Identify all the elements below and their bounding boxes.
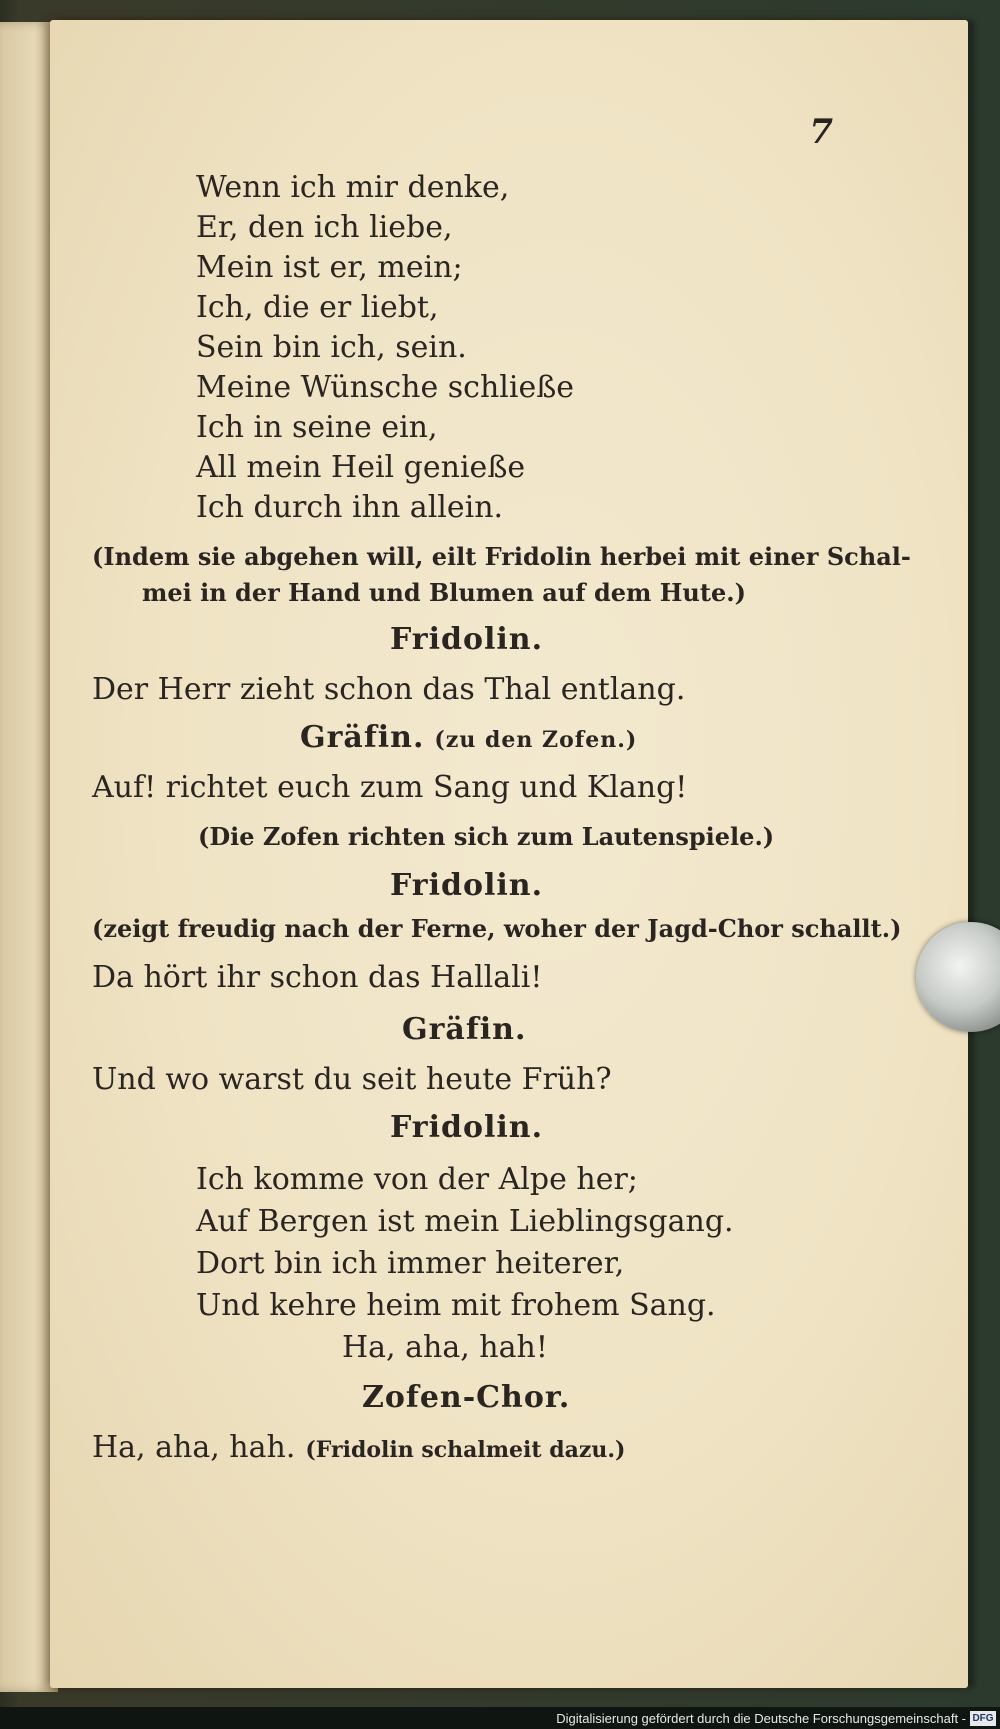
- verse-line: Ich komme von der Alpe her;: [196, 1162, 638, 1197]
- verse-line: Und kehre heim mit frohem Sang.: [196, 1288, 716, 1323]
- book-page: [50, 20, 968, 1688]
- stage-direction: mei in der Hand und Blumen auf dem Hute.): [142, 578, 746, 607]
- dialog-line: Da hört ihr schon das Hallali!: [92, 960, 543, 995]
- speaker-note: (zu den Zofen.): [434, 727, 638, 753]
- verse-line: Ha, aha, hah!: [342, 1330, 548, 1365]
- dialog-line: Auf! richtet euch zum Sang und Klang!: [92, 770, 688, 805]
- speaker-name: [300, 720, 637, 755]
- speaker-name: Fridolin.: [390, 1110, 544, 1145]
- stage-direction: (zeigt freudig nach der Ferne, woher der Jagd-Chor schallt.): [92, 914, 902, 943]
- dialog-text: Ha, aha, hah.: [92, 1430, 296, 1465]
- verse-line: Er, den ich liebe,: [196, 210, 453, 245]
- speaker-name: Zofen-Chor.: [362, 1380, 571, 1415]
- verse-line: All mein Heil genieße: [196, 450, 526, 485]
- verse-line: Wenn ich mir denke,: [196, 170, 510, 205]
- dfg-logo: DFG: [970, 1711, 996, 1726]
- funding-credit: Digitalisierung gefördert durch die Deutsche Forschungsgemeinschaft -: [556, 1711, 966, 1726]
- speaker-name: Fridolin.: [390, 622, 544, 657]
- stage-direction: (Indem sie abgehen will, eilt Fridolin herbei mit einer Schal-: [92, 542, 911, 571]
- dialog-line: Und wo warst du seit heute Früh?: [92, 1062, 612, 1097]
- verse-line: Ich durch ihn allein.: [196, 490, 504, 525]
- stage-direction: (Fridolin schalmeit dazu.): [305, 1437, 626, 1463]
- verse-line: Ich, die er liebt,: [196, 290, 439, 325]
- verse-line: Ich in seine ein,: [196, 410, 438, 445]
- page-number: 7: [809, 112, 833, 152]
- dialog-line: [92, 1430, 625, 1465]
- verse-line: Sein bin ich, sein.: [196, 330, 467, 365]
- stage-direction: (Die Zofen richten sich zum Lautenspiele.): [198, 822, 775, 851]
- verse-line: Auf Bergen ist mein Lieblingsgang.: [196, 1204, 734, 1239]
- verse-line: Mein ist er, mein;: [196, 250, 463, 285]
- footer-bar: [0, 1707, 1000, 1729]
- speaker-name: Fridolin.: [390, 868, 544, 903]
- speaker-name: Gräfin.: [402, 1012, 527, 1047]
- verse-line: Meine Wünsche schließe: [196, 370, 575, 405]
- speaker-label: Gräfin.: [300, 720, 425, 755]
- dialog-line: Der Herr zieht schon das Thal entlang.: [92, 672, 686, 707]
- verse-line: Dort bin ich immer heiterer,: [196, 1246, 625, 1281]
- page-text: [50, 20, 968, 1688]
